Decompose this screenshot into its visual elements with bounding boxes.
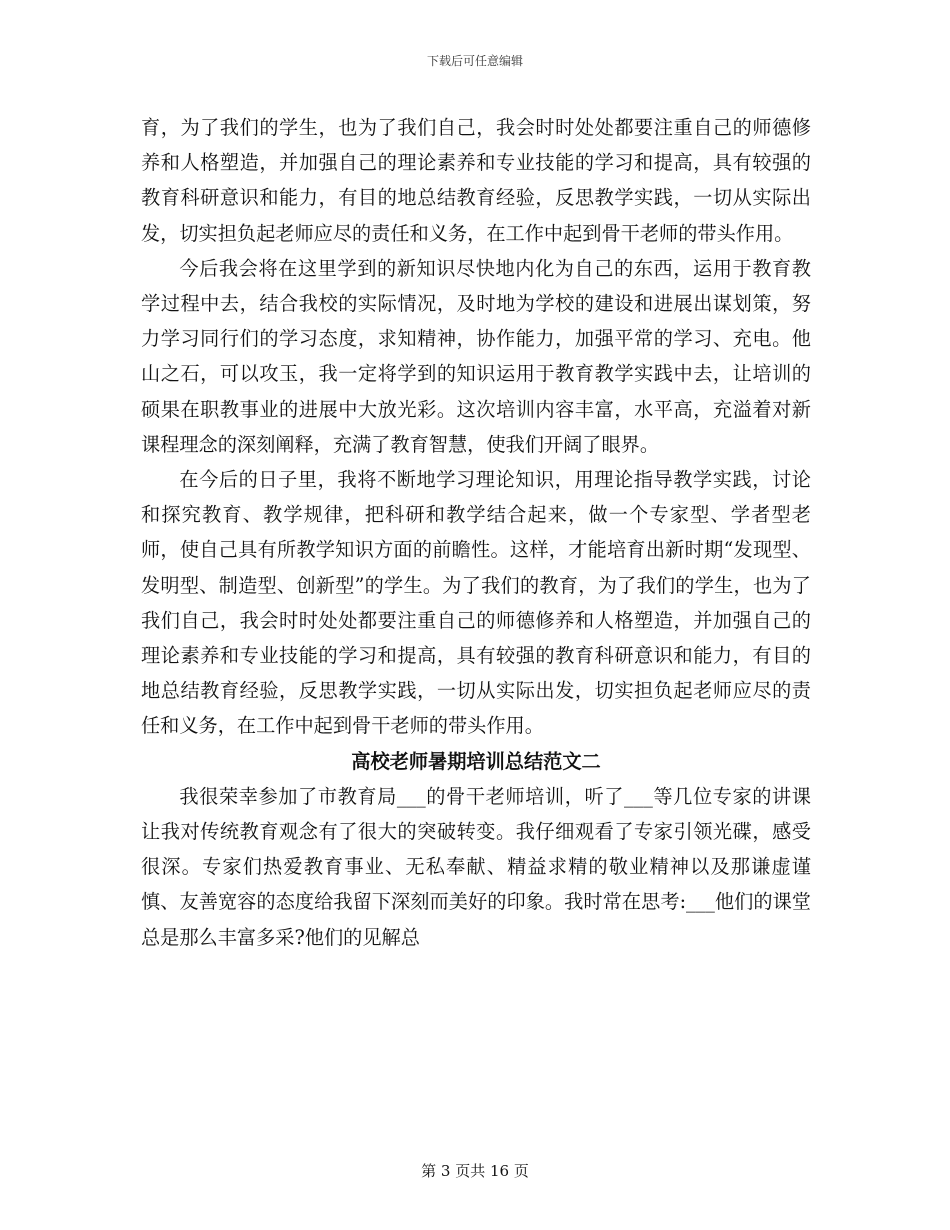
document-body bbox=[141, 110, 811, 955]
page-header: 下载后可任意编辑 bbox=[426, 54, 523, 68]
body-paragraph-2: 今后我会将在这里学到的新知识尽快地内化为自己的东西，运用于教育教学过程中去，结合我校的实际情况，及时地为学校的建设和进展出谋划策，努力学习同行们的学习态度，求知精神，协作能力，加强平常的学习、充电。他山之石，可以攻玉，我一定将学到的知识运用于教育教学实践中去，让培训的硕果在职教事业的进展中大放光彩。这次培训内容丰富，水平高，充溢着对新课程理念的深刻阐释，充满了教育智慧，使我们开阔了眼界。 bbox=[141, 256, 811, 456]
section-paragraph: 我很荣幸参加了市教育局___的骨干老师培训，听了___等几位专家的讲课让我对传统教育观念有了很大的突破转变。我仔细观看了专家引领光碟，感受很深。专家们热爱教育事业、无私奉献、精益求精的敬业精神以及那谦虚谨慎、友善宽容的态度给我留下深刻而美好的印象。我时常在思考:___他们的课堂总是那么丰富多采?他们的见解总 bbox=[141, 784, 811, 949]
page-footer: 第 3 页共 16 页 bbox=[421, 1162, 529, 1180]
body-paragraph-1: 育，为了我们的学生，也为了我们自己，我会时时处处都要注重自己的师德修养和人格塑造，并加强自己的理论素养和专业技能的学习和提高，具有较强的教育科研意识和能力，有目的地总结教育经验，反思教学实践，一切从实际出发，切实担负起老师应尽的责任和义务，在工作中起到骨干老师的带头作用。 bbox=[141, 116, 811, 245]
body-paragraph-3: 在今后的日子里，我将不断地学习理论知识，用理论指导教学实践，讨论和探究教育、教学规律，把科研和教学结合起来，做一个专家型、学者型老师，使自己具有所教学知识方面的前瞻性。这样，才能培育出新时期“发现型、发明型、制造型、创新型”的学生。为了我们的教育，为了我们的学生，也为了我们自己，我会时时处处都要注重自己的师德修养和人格塑造，并加强自己的理论素养和专业技能的学习和提高，具有较强的教育科研意识和能力，有目的地总结教育经验，反思教学实践，一切从实际出发，切实担负起老师应尽的责任和义务，在工作中起到骨干老师的带头作用。 bbox=[141, 468, 811, 738]
section-heading: 高校老师暑期培训总结范文二 bbox=[351, 749, 601, 773]
